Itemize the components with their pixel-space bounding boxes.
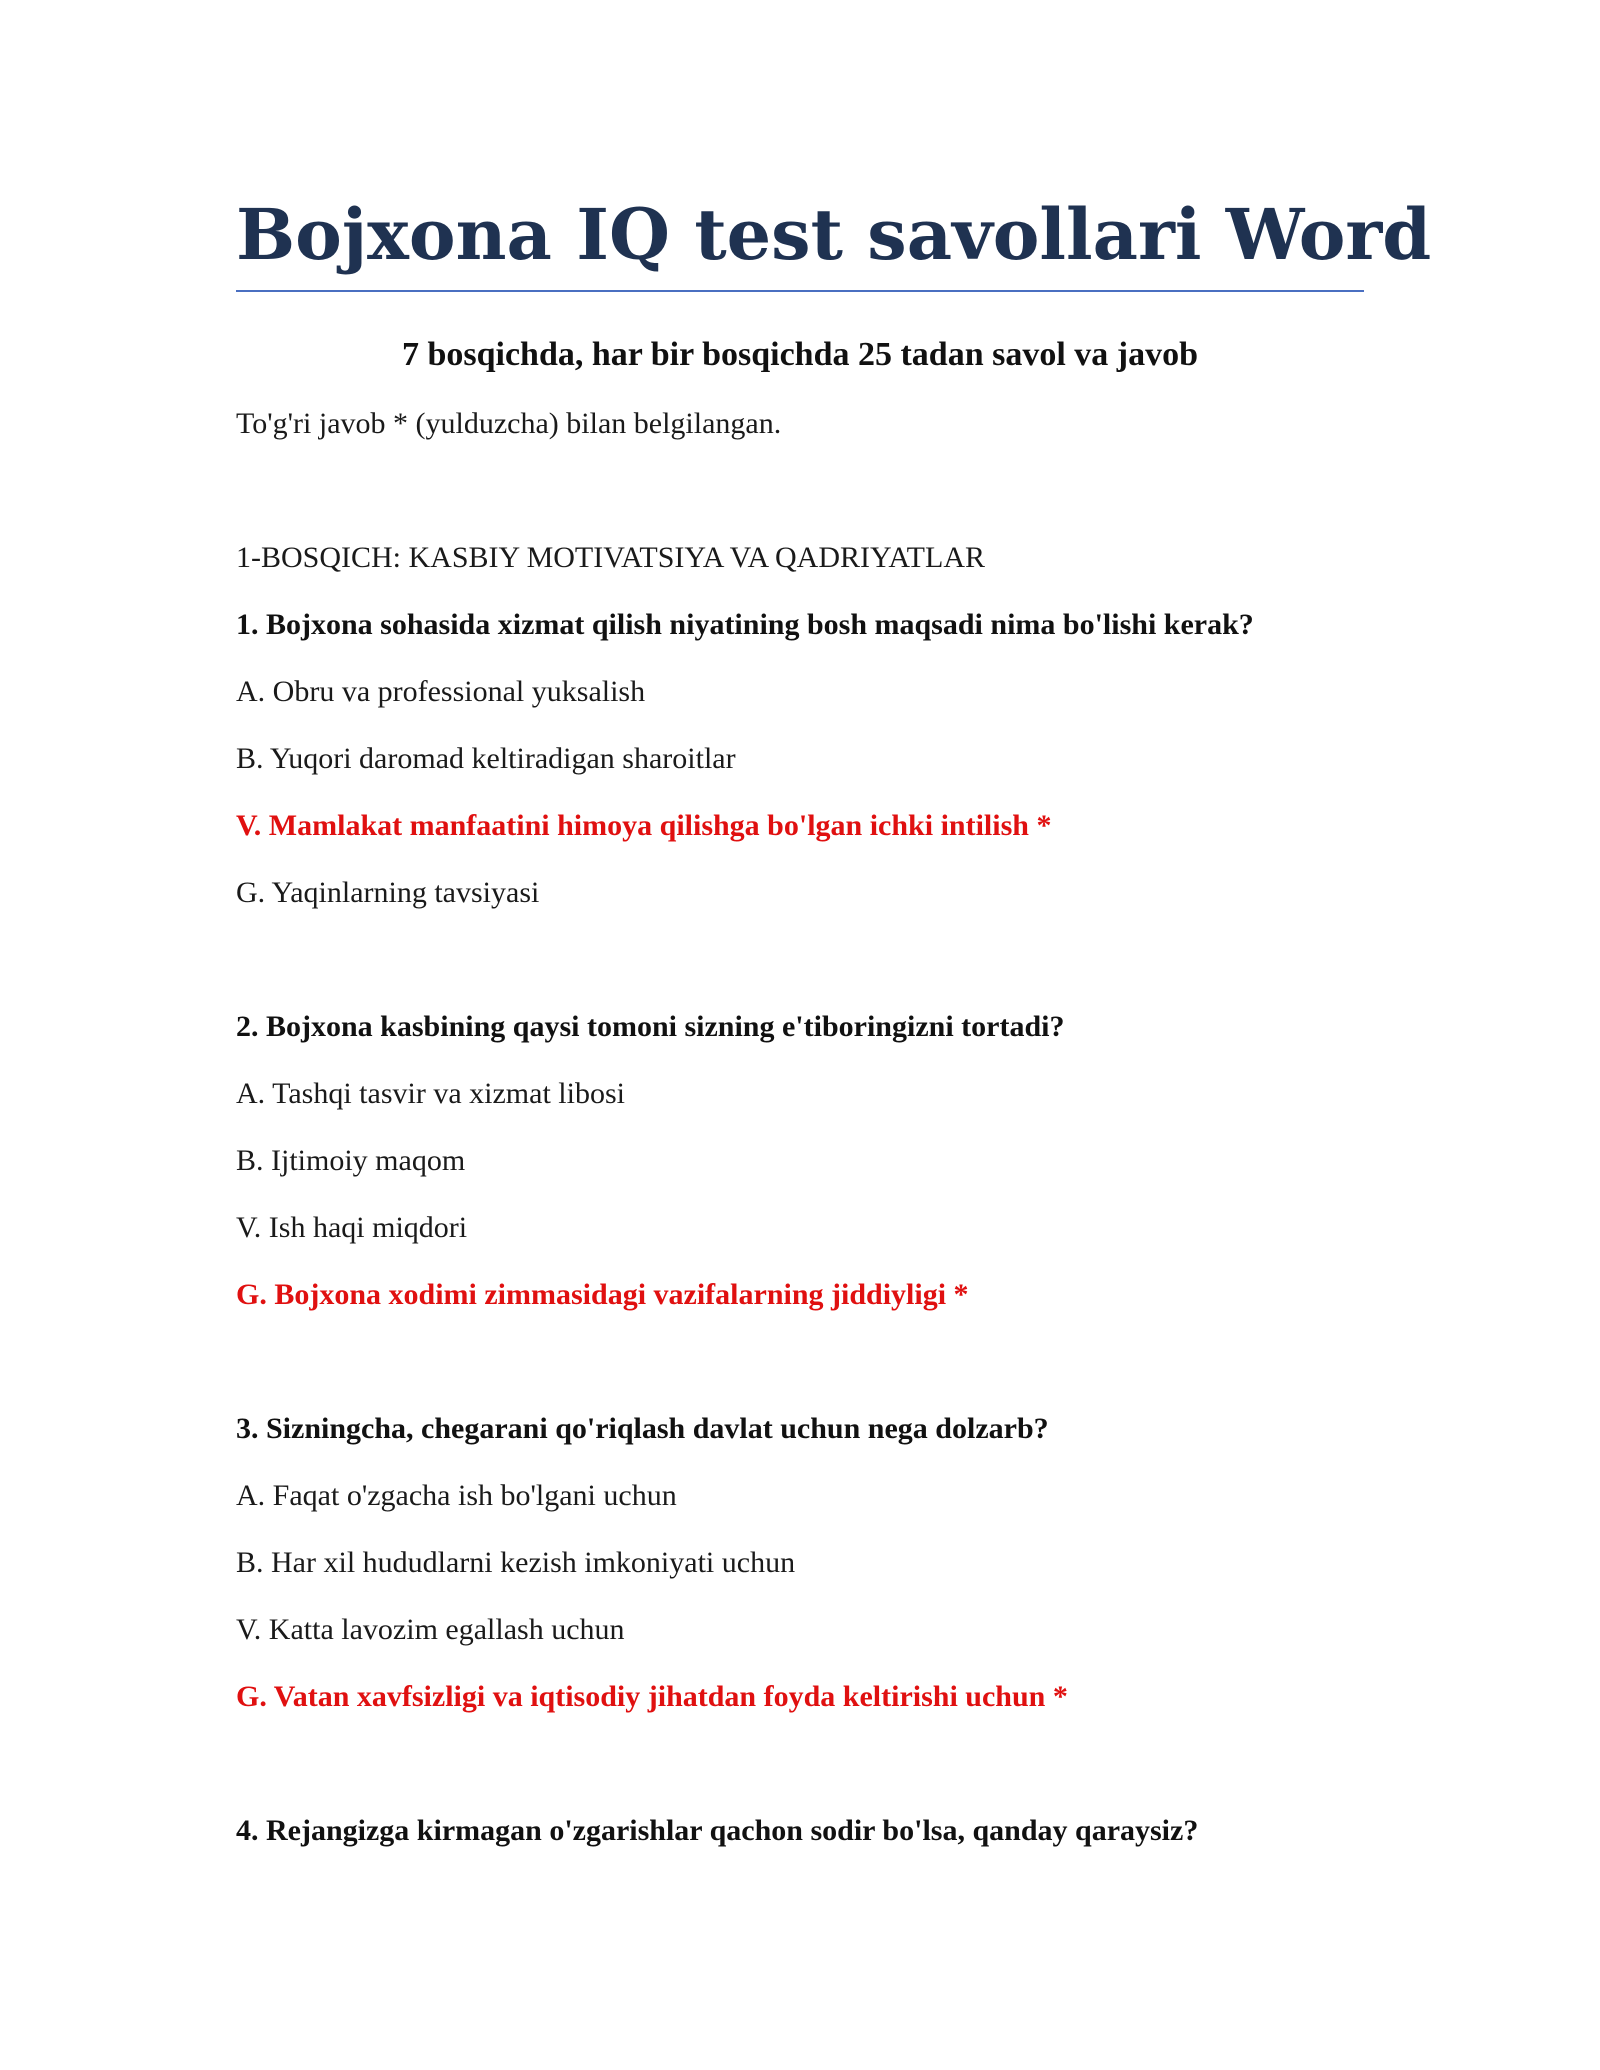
question-1-option-a: A. Obru va professional yuksalish xyxy=(236,675,646,708)
question-2-option-g-correct: G. Bojxona xodimi zimmasidagi vazifalarning jiddiyligi * xyxy=(236,1278,969,1311)
question-1-option-b: B. Yuqori daromad keltiradigan sharoitlar xyxy=(236,742,736,775)
question-3-option-b: B. Har xil hududlarni kezish imkoniyati uchun xyxy=(236,1546,796,1579)
question-4: 4. Rejangizga kirmagan o'zgarishlar qachon sodir bo'lsa, qanday qaraysiz? xyxy=(236,1814,1199,1847)
question-2-option-a: A. Tashqi tasvir va xizmat libosi xyxy=(236,1077,625,1110)
question-2: 2. Bojxona kasbining qaysi tomoni sizning e'tiboringizni tortadi? xyxy=(236,1010,1065,1043)
question-2-option-v: V. Ish haqi miqdori xyxy=(236,1211,468,1244)
document-subtitle: 7 bosqichda, har bir bosqichda 25 tadan savol va javob xyxy=(401,336,1199,373)
section-heading: 1-BOSQICH: KASBIY MOTIVATSIYA VA QADRIYATLAR xyxy=(236,541,985,574)
question-3: 3. Sizningcha, chegarani qo'riqlash davlat uchun nega dolzarb? xyxy=(236,1412,1049,1445)
document-title: Bojxona IQ test savollari Word xyxy=(236,193,1432,276)
question-3-option-a: A. Faqat o'zgacha ish bo'lgani uchun xyxy=(236,1479,677,1512)
question-1-option-g: G. Yaqinlarning tavsiyasi xyxy=(236,876,540,909)
question-3-option-v: V. Katta lavozim egallash uchun xyxy=(236,1613,625,1646)
title-underline xyxy=(236,290,1364,292)
question-1: 1. Bojxona sohasida xizmat qilish niyatining bosh maqsadi nima bo'lishi kerak? xyxy=(236,608,1254,641)
question-2-option-b: B. Ijtimoiy maqom xyxy=(236,1144,466,1177)
question-1-option-v-correct: V. Mamlakat manfaatini himoya qilishga bo'lgan ichki intilish * xyxy=(236,809,1052,842)
answer-key-note: To'g'ri javob * (yulduzcha) bilan belgilangan. xyxy=(236,407,782,440)
question-3-option-g-correct: G. Vatan xavfsizligi va iqtisodiy jihatdan foyda keltirishi uchun * xyxy=(236,1680,1068,1713)
